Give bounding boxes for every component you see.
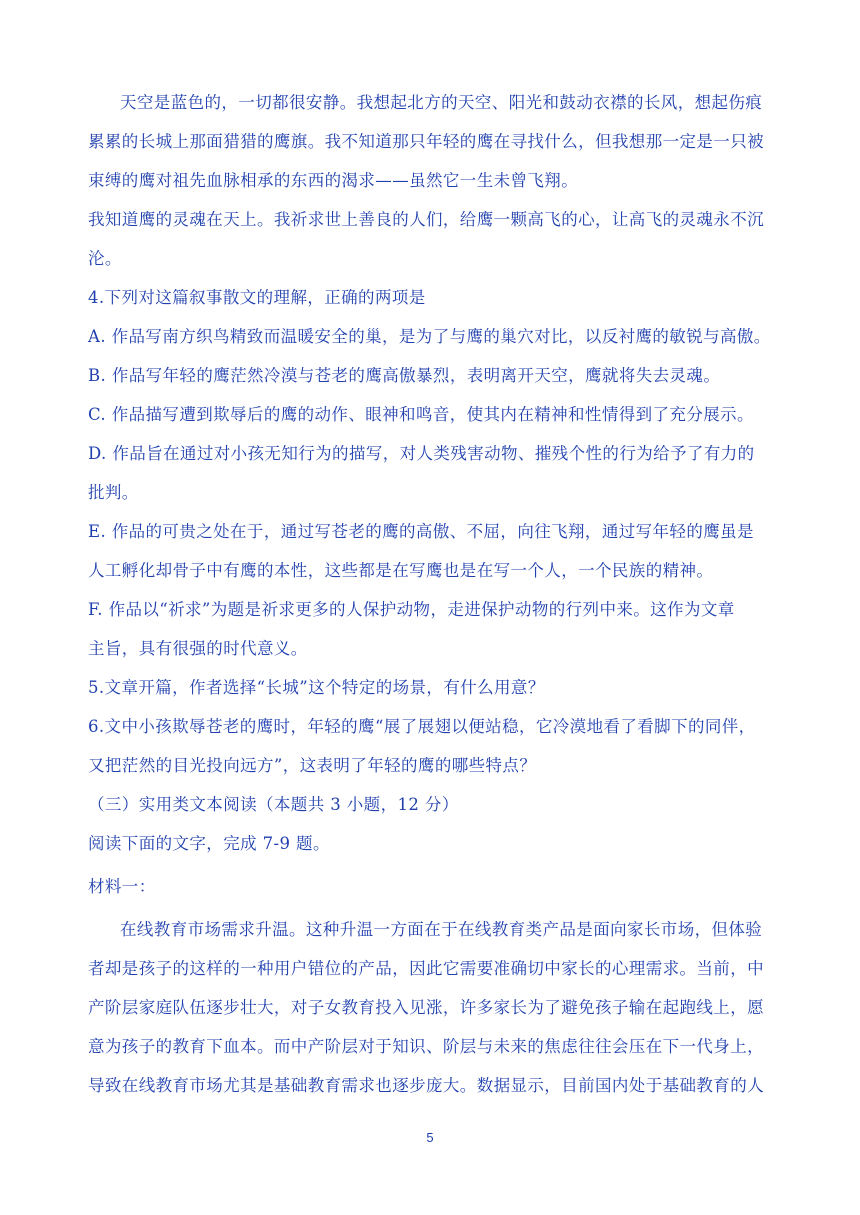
- question-4-option-d: D. 作品旨在通过对小孩无知行为的描写，对人类残害动物、摧残个性的行为给予了有力的: [88, 444, 755, 463]
- material-label: 材料一：: [88, 877, 156, 896]
- question-4-stem: 4.下列对这篇叙事散文的理解，正确的两项是: [88, 288, 426, 307]
- section-heading: （三）实用类文本阅读（本题共 3 小题，12 分）: [88, 795, 459, 814]
- question-4-option-e-cont: 人工孵化却骨子中有鹰的本性，这些都是在写鹰也是在写一个人，一个民族的精神。: [88, 561, 714, 580]
- question-4-option-d-cont: 批判。: [88, 483, 139, 502]
- question-4-option-a: A. 作品写南方织鸟精致而温暖安全的巢，是为了与鹰的巢穴对比，以反衬鹰的敏锐与高傲。: [88, 327, 771, 346]
- question-4-option-f: F. 作品以“祈求”为题是祈求更多的人保护动物，走进保护动物的行列中来。这作为文章: [88, 600, 735, 619]
- question-4-option-e: E. 作品的可贵之处在于，通过写苍老的鹰的高傲、不屈，向往飞翔，通过写年轻的鹰虽是: [88, 522, 754, 541]
- question-6-cont: 又把茫然的目光投向远方”，这表明了年轻的鹰的哪些特点？: [88, 756, 537, 775]
- question-4-option-b: B. 作品写年轻的鹰茫然冷漠与苍老的鹰高傲暴烈，表明离开天空，鹰就将失去灵魂。: [88, 366, 721, 385]
- passage-line: 天空是蓝色的，一切都很安静。我想起北方的天空、阳光和鼓动衣襟的长风，想起伤痕: [120, 93, 763, 112]
- passage-line: 我知道鹰的灵魂在天上。我祈求世上善良的人们，给鹰一颗高飞的心，让高飞的灵魂永不沉: [88, 210, 764, 229]
- passage-line: 沦。: [88, 249, 122, 268]
- question-4-option-c: C. 作品描写遭到欺辱后的鹰的动作、眼神和鸣音，使其内在精神和性情得到了充分展示。: [88, 405, 754, 424]
- question-5: 5.文章开篇，作者选择“长城”这个特定的场景，有什么用意？: [88, 678, 545, 697]
- section-instruction: 阅读下面的文字，完成 7-9 题。: [88, 834, 330, 853]
- passage-line: 累累的长城上那面猎猎的鹰旗。我不知道那只年轻的鹰在寻找什么，但我想那一定是一只被: [88, 132, 764, 151]
- material-line: 在线教育市场需求升温。这种升温一方面在于在线教育类产品是面向家长市场，但体验: [120, 920, 763, 939]
- material-line: 者却是孩子的这样的一种用户错位的产品，因此它需要准确切中家长的心理需求。当前，中: [88, 959, 764, 978]
- question-6: 6.文中小孩欺辱苍老的鹰时，年轻的鹰“展了展翅以便站稳，它冷漠地看了看脚下的同伴，: [88, 717, 756, 736]
- material-line: 意为孩子的教育下血本。而中产阶层对于知识、阶层与未来的焦虑往往会压在下一代身上，: [88, 1037, 764, 1056]
- question-4-option-f-cont: 主旨，具有很强的时代意义。: [88, 639, 308, 658]
- page-number: 5: [426, 1130, 434, 1145]
- passage-line: 束缚的鹰对祖先血脉相承的东西的渴求——虽然它一生未曾飞翔。: [88, 171, 579, 190]
- material-line: 产阶层家庭队伍逐步壮大，对子女教育投入见涨，许多家长为了避免孩子输在起跑线上，愿: [88, 998, 764, 1017]
- material-line: 导致在线教育市场尤其是基础教育需求也逐步庞大。数据显示，目前国内处于基础教育的人: [88, 1076, 764, 1095]
